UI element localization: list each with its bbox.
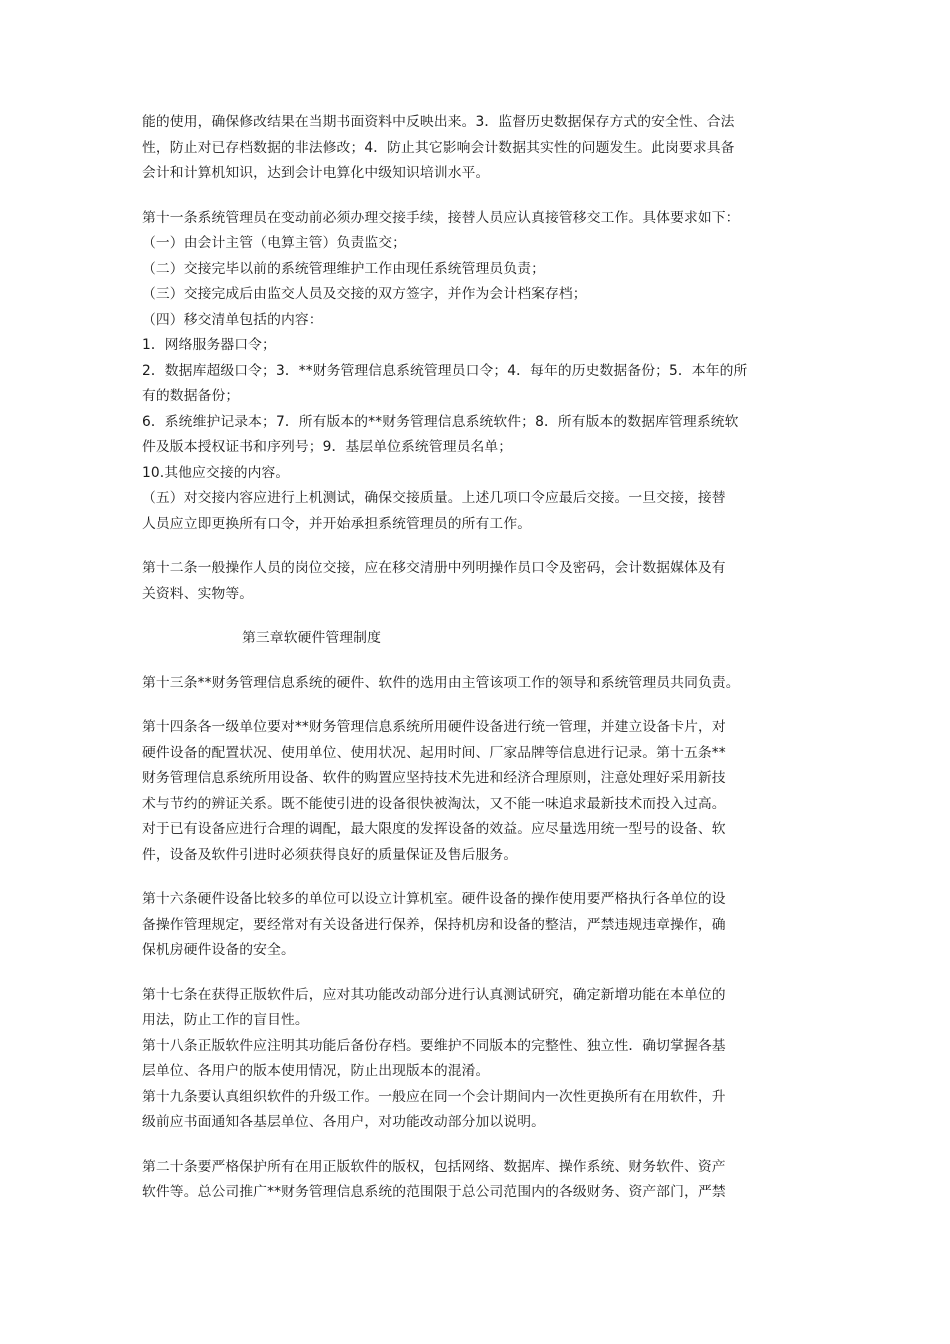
paragraph [142, 715, 822, 868]
text-line: 第十一条系统管理员在变动前必须办理交接手续，接替人员应认真接管移交工作。具体要求如下： [142, 209, 740, 226]
text-line: 对于已有设备应进行合理的调配，最大限度的发挥设备的效益。应尽量选用统一型号的设备、软 [142, 821, 726, 837]
paragraph-gap [142, 537, 822, 556]
text-line: 件及版本授权证书和序列号；9．基层单位系统管理员名单； [142, 439, 513, 455]
paragraph-gap [142, 964, 822, 983]
text-line: 关资料、实物等。 [142, 585, 254, 602]
text-line: （一）由会计主管（电算主管）负责监交； [142, 235, 407, 251]
paragraph-gap [142, 187, 822, 206]
text-line: 会计和计算机知识，达到会计电算化中级知识培训水平。 [142, 165, 490, 181]
paragraph-gap [142, 607, 822, 626]
text-line: 层单位、各用户的版本使用情况，防止出现版本的混淆。 [142, 1063, 490, 1079]
paragraph [142, 1155, 822, 1206]
paragraph-gap [142, 868, 822, 887]
text-line: 用法，防止工作的盲目性。 [142, 1012, 309, 1028]
text-line: 件，设备及软件引进时必须获得良好的质量保证及售后服务。 [142, 846, 518, 863]
text-line: 有的数据备份； [142, 388, 240, 404]
text-line: 术与节约的辨证关系。既不能使引进的设备很快被淘汰，又不能一味追求最新技术而投入过高。 [142, 795, 726, 812]
paragraph-gap [142, 1136, 822, 1155]
text-line: 1．网络服务器口令； [142, 337, 276, 353]
text-line: 备操作管理规定，要经常对有关设备进行保养，保持机房和设备的整洁，严禁违规违章操作，确 [142, 916, 726, 933]
text-line: 10.其他应交接的内容。 [142, 464, 290, 481]
text-line: 第十四条各一级单位要对**财务管理信息系统所用硬件设备进行统一管理，并建立设备卡片，对 [142, 719, 726, 735]
text-line: （五）对交接内容应进行上机测试，确保交接质量。上述几项口令应最后交接。一旦交接，接替 [142, 490, 726, 506]
paragraph [142, 887, 822, 964]
paragraph [142, 983, 822, 1136]
text-line: （二）交接完毕以前的系统管理维护工作由现任系统管理员负责； [142, 260, 546, 277]
paragraph [142, 206, 822, 538]
text-line: 硬件设备的配置状况、使用单位、使用状况、起用时间、厂家品牌等信息进行记录。第十五条** [142, 744, 726, 761]
paragraph [142, 671, 822, 697]
text-line: 软件等。总公司推广**财务管理信息系统的范围限于总公司范围内的各级财务、资产部门，严禁 [142, 1184, 726, 1200]
text-line: 2．数据库超级口令；3．**财务管理信息系统管理员口令；4．每年的历史数据备份；5．本年的所 [142, 362, 748, 379]
text-line: 第十三条**财务管理信息系统的硬件、软件的选用由主管该项工作的领导和系统管理员共同负责。 [142, 674, 740, 691]
text-line: 第十二条一般操作人员的岗位交接，应在移交清册中列明操作员口令及密码，会计数据媒体及有 [142, 560, 726, 576]
text-line: 能的使用，确保修改结果在当期书面资料中反映出来。3．监督历史数据保存方式的安全性、合法 [142, 114, 735, 130]
text-line: 性，防止对已存档数据的非法修改；4．防止其它影响会计数据其实性的问题发生。此岗要求具备 [142, 139, 735, 156]
text-line: 保机房硬件设备的安全。 [142, 942, 295, 958]
text-line: 第十六条硬件设备比较多的单位可以设立计算机室。硬件设备的操作使用要严格执行各单位的设 [142, 891, 726, 907]
paragraph [142, 110, 822, 187]
text-line: 6．系统维护记录本；7．所有版本的**财务管理信息系统软件；8．所有版本的数据库管理系统软 [142, 413, 739, 430]
text-line: 第二十条要严格保护所有在用正版软件的版权，包括网络、数据库、操作系统、财务软件、资产 [142, 1158, 726, 1175]
text-line: 第十九条要认真组织软件的升级工作。一般应在同一个会计期间内一次性更换所有在用软件，升 [142, 1088, 726, 1105]
text-line: （四）移交清单包括的内容： [142, 311, 323, 328]
text-line: 人员应立即更换所有口令，并开始承担系统管理员的所有工作。 [142, 515, 532, 532]
text-line: 第十七条在获得正版软件后，应对其功能改动部分进行认真测试研究，确定新增功能在本单位的 [142, 986, 726, 1003]
document-page [142, 110, 822, 1206]
text-line: （三）交接完成后由监交人员及交接的双方签字，并作为会计档案存档； [142, 286, 587, 302]
paragraph-gap [142, 652, 822, 671]
text-line: 级前应书面通知各基层单位、各用户，对功能改动部分加以说明。 [142, 1114, 546, 1130]
paragraph [142, 556, 822, 607]
paragraph-gap [142, 696, 822, 715]
text-line: 第十八条正版软件应注明其功能后备份存档。要维护不同版本的完整性、独立性．确切掌握各基 [142, 1037, 726, 1054]
text-line: 财务管理信息系统所用设备、软件的购置应坚持技术先进和经济合理原则，注意处理好采用新技 [142, 770, 726, 786]
chapter-heading: 第三章软硬件管理制度 [242, 630, 381, 646]
